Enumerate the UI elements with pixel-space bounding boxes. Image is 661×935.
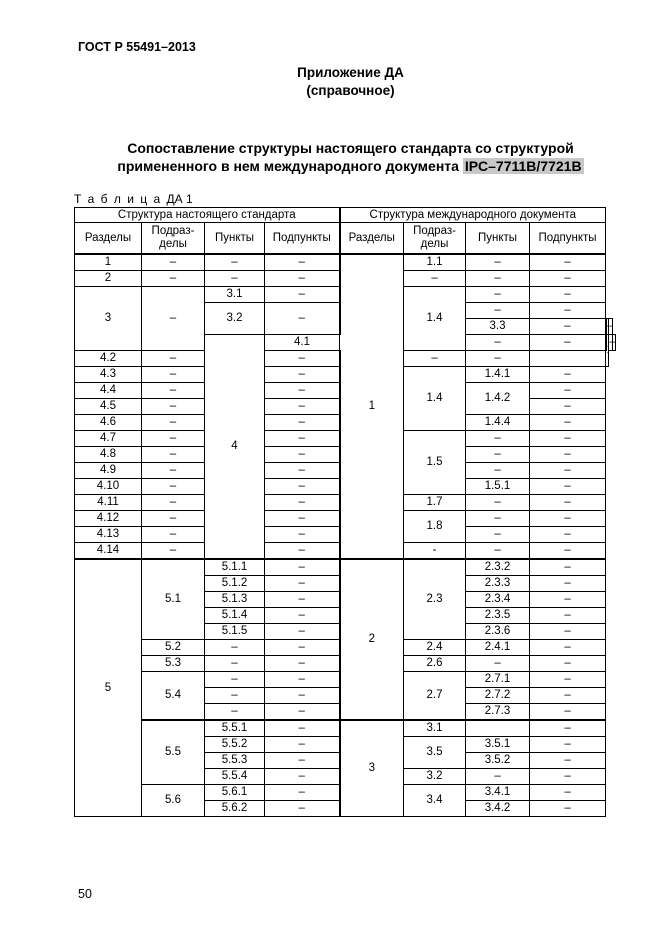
cell: – bbox=[530, 801, 606, 817]
cell: – bbox=[265, 367, 340, 383]
cell: 3 bbox=[75, 287, 142, 351]
cell: 2.3.6 bbox=[466, 624, 530, 640]
cell: 5.4 bbox=[142, 672, 205, 721]
col-header-subpoints-intl: Подпункты bbox=[530, 223, 606, 255]
cell: 5.1.2 bbox=[205, 576, 265, 592]
cell: – bbox=[530, 254, 606, 271]
cell: 2 bbox=[340, 559, 404, 720]
cell: – bbox=[205, 688, 265, 704]
cell: 2.3.3 bbox=[466, 576, 530, 592]
cell: – bbox=[466, 287, 530, 303]
cell: – bbox=[530, 769, 606, 785]
cell: 2.4 bbox=[404, 640, 466, 656]
cell: – bbox=[142, 399, 205, 415]
cell: – bbox=[530, 559, 606, 576]
cell: – bbox=[205, 656, 265, 672]
standard-header: ГОСТ Р 55491–2013 bbox=[78, 40, 196, 54]
cell: – bbox=[142, 351, 205, 367]
cell: – bbox=[265, 640, 340, 656]
cell: – bbox=[404, 271, 466, 287]
cell: 5.6.1 bbox=[205, 785, 265, 801]
cell: – bbox=[265, 351, 340, 367]
cell: 5.1 bbox=[142, 559, 205, 640]
cell: – bbox=[205, 640, 265, 656]
cell: – bbox=[265, 287, 340, 303]
doc-title-line1: Сопоставление структуры настоящего стандарта со структурой bbox=[127, 140, 574, 156]
col-header-sections-intl: Разделы bbox=[340, 223, 404, 255]
cell: 4.12 bbox=[75, 511, 142, 527]
doc-title-line2 bbox=[20, 157, 661, 175]
cell: – bbox=[466, 769, 530, 785]
cell: – bbox=[142, 431, 205, 447]
cell: 1 bbox=[340, 254, 404, 559]
cell: – bbox=[466, 463, 530, 479]
cell: – bbox=[142, 254, 205, 271]
cell: – bbox=[142, 383, 205, 399]
cell: 2.3 bbox=[404, 559, 466, 640]
cell: – bbox=[205, 672, 265, 688]
cell: – bbox=[530, 335, 606, 351]
comparison-table bbox=[74, 207, 616, 817]
cell: 4.5 bbox=[75, 399, 142, 415]
cell: 4.9 bbox=[75, 463, 142, 479]
cell: 1.1 bbox=[404, 254, 466, 271]
cell: – bbox=[466, 303, 530, 319]
cell: – bbox=[466, 351, 530, 367]
cell: – bbox=[530, 608, 606, 624]
cell: – bbox=[265, 624, 340, 640]
cell: 2 bbox=[75, 271, 142, 287]
cell: – bbox=[265, 720, 340, 737]
table-caption-label: Т а б л и ц а bbox=[74, 192, 162, 206]
cell: 3.1 bbox=[404, 720, 466, 737]
col-header-subsections: Подраз- делы bbox=[142, 223, 205, 255]
cell: 5.5.2 bbox=[205, 737, 265, 753]
cell: – bbox=[466, 656, 530, 672]
cell: – bbox=[265, 769, 340, 785]
group-header-standard: Структура настоящего стандарта bbox=[75, 208, 340, 223]
cell: – bbox=[530, 785, 606, 801]
cell: – bbox=[530, 737, 606, 753]
cell bbox=[609, 319, 612, 335]
cell: – bbox=[142, 447, 205, 463]
cell bbox=[612, 335, 615, 351]
cell: – bbox=[530, 383, 606, 399]
cell: – bbox=[265, 254, 340, 271]
cell: – bbox=[530, 495, 606, 511]
cell: – bbox=[530, 576, 606, 592]
cell: – bbox=[466, 447, 530, 463]
cell: 1.4.4 bbox=[466, 415, 530, 431]
group-header-international: Структура международного документа bbox=[340, 208, 606, 223]
cell: – bbox=[466, 335, 530, 351]
cell: – bbox=[265, 511, 340, 527]
cell: – bbox=[530, 431, 606, 447]
cell: – bbox=[142, 511, 205, 527]
cell: 4.10 bbox=[75, 479, 142, 495]
cell: – bbox=[142, 271, 205, 287]
cell: 2.7 bbox=[404, 672, 466, 721]
cell: 5.1.3 bbox=[205, 592, 265, 608]
cell: – bbox=[530, 319, 606, 335]
cell: 5.2 bbox=[142, 640, 205, 656]
cell: – bbox=[265, 737, 340, 753]
col-header-points: Пункты bbox=[205, 223, 265, 255]
table-row bbox=[75, 720, 616, 737]
cell: – bbox=[265, 463, 340, 479]
cell: – bbox=[265, 447, 340, 463]
cell: 1.4 bbox=[404, 287, 466, 351]
cell: – bbox=[142, 287, 205, 351]
cell: – bbox=[142, 543, 205, 560]
cell: – bbox=[530, 303, 606, 319]
cell: – bbox=[530, 720, 606, 737]
cell: 4.8 bbox=[75, 447, 142, 463]
cell: – bbox=[530, 447, 606, 463]
cell: 5.1.4 bbox=[205, 608, 265, 624]
table-row bbox=[75, 254, 616, 271]
cell: 1.5 bbox=[404, 431, 466, 495]
cell: – bbox=[404, 351, 466, 367]
cell: 2.6 bbox=[404, 656, 466, 672]
cell: – bbox=[265, 608, 340, 624]
cell: 5.5 bbox=[142, 720, 205, 785]
cell: – bbox=[265, 592, 340, 608]
cell: 3.2 bbox=[404, 769, 466, 785]
cell: – bbox=[205, 254, 265, 271]
cell: – bbox=[466, 511, 530, 527]
col-header-sections: Разделы bbox=[75, 223, 142, 255]
cell: 4 bbox=[205, 335, 265, 560]
cell: 2.4.1 bbox=[466, 640, 530, 656]
cell: 2.3.2 bbox=[466, 559, 530, 576]
cell: 2.7.3 bbox=[466, 704, 530, 721]
cell: 1.7 bbox=[404, 495, 466, 511]
cell: 3.4.2 bbox=[466, 801, 530, 817]
cell: – bbox=[265, 271, 340, 287]
cell: – bbox=[205, 271, 265, 287]
cell: 5.5.1 bbox=[205, 720, 265, 737]
cell: 4.7 bbox=[75, 431, 142, 447]
cell: – bbox=[530, 399, 606, 415]
cell: – bbox=[265, 415, 340, 431]
cell: – bbox=[265, 576, 340, 592]
cell: 1.4.2 bbox=[466, 383, 530, 415]
doc-title-prefix: примененного в нем международного документа bbox=[117, 158, 459, 174]
cell: – bbox=[466, 271, 530, 287]
cell: 4.4 bbox=[75, 383, 142, 399]
cell: – bbox=[265, 559, 340, 576]
cell: 5.1.1 bbox=[205, 559, 265, 576]
appendix-note: (справочное) bbox=[306, 83, 395, 98]
cell: – bbox=[142, 527, 205, 543]
cell: – bbox=[530, 624, 606, 640]
cell: – bbox=[265, 785, 340, 801]
cell: 1.4.1 bbox=[466, 367, 530, 383]
cell: – bbox=[530, 527, 606, 543]
cell: – bbox=[265, 704, 340, 721]
cell: – bbox=[265, 431, 340, 447]
cell: 3.3 bbox=[466, 319, 530, 335]
cell: 2.7.1 bbox=[466, 672, 530, 688]
cell: 3.5.1 bbox=[466, 737, 530, 753]
cell: 2.3.5 bbox=[466, 608, 530, 624]
cell: – bbox=[205, 704, 265, 721]
cell: – bbox=[466, 495, 530, 511]
cell: 5.6 bbox=[142, 785, 205, 817]
table-row bbox=[75, 559, 616, 576]
cell: 3.4 bbox=[404, 785, 466, 817]
cell: – bbox=[466, 543, 530, 560]
cell: 5.1.5 bbox=[205, 624, 265, 640]
table-caption-number: ДА 1 bbox=[166, 192, 193, 206]
cell: 1.4 bbox=[404, 367, 466, 431]
cell: 3.4.1 bbox=[466, 785, 530, 801]
page-number: 50 bbox=[78, 887, 92, 901]
cell: – bbox=[530, 640, 606, 656]
cell: 5.6.2 bbox=[205, 801, 265, 817]
cell: – bbox=[265, 383, 340, 399]
cell: – bbox=[265, 543, 340, 560]
cell: - bbox=[404, 543, 466, 560]
cell: 4.11 bbox=[75, 495, 142, 511]
cell: 4.6 bbox=[75, 415, 142, 431]
cell: – bbox=[466, 527, 530, 543]
cell: – bbox=[265, 688, 340, 704]
cell: – bbox=[265, 399, 340, 415]
cell: – bbox=[142, 415, 205, 431]
cell: – bbox=[530, 704, 606, 721]
col-header-points-intl: Пункты bbox=[466, 223, 530, 255]
cell: 5.5.3 bbox=[205, 753, 265, 769]
cell: 4.2 bbox=[75, 351, 142, 367]
cell: – bbox=[466, 254, 530, 271]
cell: 4.13 bbox=[75, 527, 142, 543]
cell: 2.3.4 bbox=[466, 592, 530, 608]
cell: 5.5.4 bbox=[205, 769, 265, 785]
cell: – bbox=[530, 463, 606, 479]
cell bbox=[466, 720, 530, 737]
cell: – bbox=[530, 287, 606, 303]
cell: – bbox=[265, 479, 340, 495]
cell: 3.5.2 bbox=[466, 753, 530, 769]
cell: – bbox=[530, 753, 606, 769]
cell: – bbox=[142, 367, 205, 383]
cell: – bbox=[466, 431, 530, 447]
cell: – bbox=[265, 495, 340, 511]
cell: – bbox=[142, 479, 205, 495]
table-caption bbox=[74, 192, 193, 206]
doc-title-document-id: IPC–7711B/7721B bbox=[464, 158, 582, 174]
cell: – bbox=[530, 367, 606, 383]
cell: 3.1 bbox=[205, 287, 265, 303]
cell: 1 bbox=[75, 254, 142, 271]
cell: – bbox=[265, 753, 340, 769]
cell: – bbox=[530, 511, 606, 527]
cell: 4.3 bbox=[75, 367, 142, 383]
cell: 3.5 bbox=[404, 737, 466, 769]
cell: – bbox=[530, 415, 606, 431]
cell: 2.7.2 bbox=[466, 688, 530, 704]
cell: – bbox=[530, 592, 606, 608]
cell: – bbox=[530, 672, 606, 688]
cell: 4.14 bbox=[75, 543, 142, 560]
cell: 3.2 bbox=[205, 303, 265, 335]
cell: 1.8 bbox=[404, 511, 466, 543]
cell: 1.5.1 bbox=[466, 479, 530, 495]
cell: – bbox=[530, 656, 606, 672]
cell: – bbox=[530, 688, 606, 704]
cell: – bbox=[530, 479, 606, 495]
cell: 5.3 bbox=[142, 656, 205, 672]
cell: – bbox=[530, 271, 606, 287]
cell: – bbox=[530, 543, 606, 560]
cell: – bbox=[265, 656, 340, 672]
cell: – bbox=[265, 303, 340, 335]
cell: – bbox=[265, 801, 340, 817]
cell: 5 bbox=[75, 559, 142, 817]
appendix-title: Приложение ДА bbox=[297, 65, 404, 80]
cell: 4.1 bbox=[265, 335, 340, 351]
cell: – bbox=[142, 463, 205, 479]
cell: – bbox=[265, 672, 340, 688]
cell: – bbox=[265, 527, 340, 543]
col-header-subsections-intl: Подраз- делы bbox=[404, 223, 466, 255]
cell: 3 bbox=[340, 720, 404, 817]
cell: – bbox=[142, 495, 205, 511]
col-header-subpoints: Подпункты bbox=[265, 223, 340, 255]
